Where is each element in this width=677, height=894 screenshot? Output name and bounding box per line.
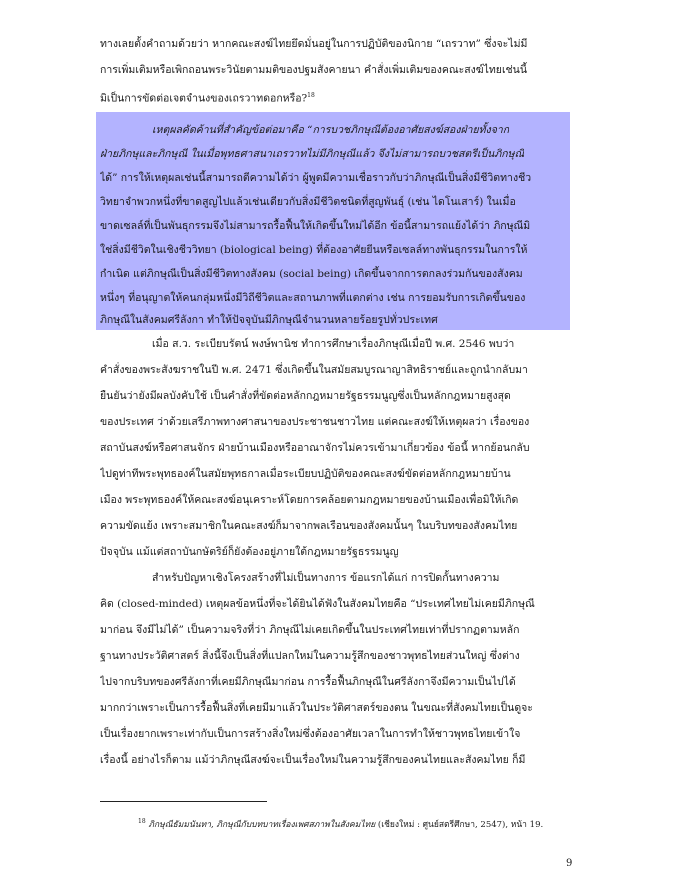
footnote xyxy=(138,816,543,831)
text-line: เป็นเรื่องยากเพราะเท่ากับเป็นการสร้างสิ่งใหม่ซึ่งต้องอาศัยเวลาในการทำให้ชาวพุทธไทยเข้าใจ xyxy=(100,728,521,740)
text-line: สำหรับปัญหาเชิงโครงสร้างที่ไม่เป็นทางการ ข้อแรกได้แก่ การปิดกั้นทางความ xyxy=(152,572,500,584)
text-line: คำสั่งของพระสังฆราชในปี พ.ศ. 2471 ซึ่งเกิดขึ้นในสมัยสมบูรณาญาสิทธิราชย์และถูกนำกลับมา xyxy=(100,364,528,376)
text-line: ขาดเซลล์ที่เป็นพันธุกรรมจึงไม่สามารถรื้อฟื้นให้เกิดขึ้นใหม่ได้อีก ข้อนี้สามารถแย้งได้ว่า ภิกษุณีมิ xyxy=(100,220,531,232)
text-line: กำเนิด แต่ภิกษุณีเป็นสิ่งมีชีวิตทางสังคม (social being) เกิดขึ้นจากการตกลงร่วมกันของสังคม xyxy=(100,268,523,280)
text-line: ยืนยันว่ายังมีผลบังคับใช้ เป็นคำสั่งที่ขัดต่อหลักกฎหมายรัฐธรรมนูญซึ่งเป็นหลักกฎหมายสูงสุด xyxy=(100,390,511,402)
text-line: เรื่องนี้ อย่างไรก็ตาม แม้ว่าภิกษุณีสงฆ์จะเป็นเรื่องใหม่ในความรู้สึกของคนไทยและสังคมไทย ก็มี xyxy=(100,754,526,766)
footnote-ref: 18 xyxy=(307,92,315,99)
text-line: เมื่อ ส.ว. ระเบียบรัตน์ พงษ์พานิช ทำการศึกษาเรื่องภิกษุณีเมื่อปี พ.ศ. 2546 พบว่า xyxy=(152,338,515,350)
text-line: หนึ่งๆ ที่อนุญาตให้คนกลุ่มหนึ่งมีวิถีชีวิตและสถานภาพที่แตกต่าง เช่น การยอมรับการเกิดขึ้นของ xyxy=(100,292,526,304)
text-line: มาก่อน จึงมีไม่ได้” เป็นความจริงที่ว่า ภิกษุณีไม่เคยเกิดขึ้นในประเทศไทยเท่าที่ปรากฏตามหลัก xyxy=(100,624,520,636)
text-line: ของประเทศ ว่าด้วยเสรีภาพทางศาสนาของประชาชนชาวไทย แต่คณะสงฆ์ให้เหตุผลว่า เรื่องของ xyxy=(100,416,530,428)
text-line: ภิกษุณีในสังคมศรีลังกา ทำให้ปัจจุบันมีภิกษุณีจำนวนหลายร้อยรูปทั่วประเทศ xyxy=(100,314,438,326)
text-line: ฝ่ายภิกษุและภิกษุณี ในเมื่อพุทธศาสนาเถรวาทไม่มีภิกษุณีแล้ว จึงไม่สามารถบวชสตรีเป็นภิกษุณี xyxy=(100,148,525,160)
footnote-title: ภิกษุณีกับบทบาทเรื่องเพศสภาพในสังคมไทย xyxy=(216,819,376,830)
text-line: ปัจจุบัน แม้แต่สถาบันกษัตริย์ก็ยังต้องอยู่ภายใต้กฎหมายรัฐธรรมนูญ xyxy=(100,546,399,558)
text-line: ใช่สิ่งมีชีวิตในเชิงชีววิทยา (biological being) ที่ต้องอาศัยยีนหรือเซลล์ทางพันธุกรรมในการให้ xyxy=(100,244,528,256)
text-line: เหตุผลคัดค้านที่สำคัญข้อต่อมาคือ “การบวชภิกษุณีต้องอาศัยสงฆ์สองฝ่ายทั้งจาก xyxy=(152,124,510,136)
text-line: ฐานทางประวัติศาสตร์ สิ่งนี้จึงเป็นสิ่งที่แปลกใหม่ในความรู้สึกของชาวพุทธไทยส่วนใหญ่ ซึ่งต่าง xyxy=(100,650,520,662)
text-line: สถาบันสงฆ์หรือศาสนจักร ฝ่ายบ้านเมืองหรืออาณาจักรไม่ควรเข้ามาเกี่ยวข้อง ข้อนี้ หากย้อนกลับ xyxy=(100,442,530,454)
text-line: ได้” การให้เหตุผลเช่นนี้สามารถตีความได้ว่า ผู้พูดมีความเชื่อราวกับว่าภิกษุณีเป็นสิ่งมีชีวิตทางชีว xyxy=(100,172,532,184)
footnote-number: 18 xyxy=(138,818,146,825)
text-line: วิทยาจำพวกหนึ่งที่ขาดสูญไปแล้วเช่นเดียวกับสิ่งมีชีวิตชนิดที่สูญพันธุ์ (เช่น ไดโนเสาร์) ในเมื่อ xyxy=(100,196,516,208)
text-line: ทางเลยตั้งคำถามด้วยว่า หากคณะสงฆ์ไทยยึดมั่นอยู่ในการปฏิบัติของนิกาย “เถรวาท” ซึ่งจะไม่มี xyxy=(100,38,528,50)
footnote-details: (เชียงใหม่ : ศูนย์สตรีศึกษา, 2547), หน้า 19. xyxy=(377,819,544,830)
text-line: ไปจากบริบทของศรีลังกาที่เคยมีภิกษุณีมาก่อน การรื้อฟื้นภิกษุณีในศรีลังกาจึงมีความเป็นไปได้ xyxy=(100,676,516,688)
footnote-divider xyxy=(100,801,267,802)
page-number: 9 xyxy=(566,858,573,869)
text-line: เมือง พระพุทธองค์ให้คณะสงฆ์อนุเคราะห์โดยการคล้อยตามกฎหมายของบ้านเมืองเพื่อมิให้เกิด xyxy=(100,494,519,506)
text-line: การเพิ่มเติมหรือเพิกถอนพระวินัยตามมติของปฐมสังคายนา คำสั่งเพิ่มเติมของคณะสงฆ์ไทยเช่นนี้ xyxy=(100,64,528,76)
text-line: ความขัดแย้ง เพราะสมาชิกในคณะสงฆ์ก็มาจากพลเรือนของสังคมนั้นๆ ในบริบทของสังคมไทย xyxy=(100,520,518,532)
text-line: มิเป็นการขัดต่อเจตจำนงของเถรวาทดอกหรือ?$^{18}$ xyxy=(100,92,315,104)
text-line: มากกว่าเพราะเป็นการรื้อฟื้นสิ่งที่เคยมีมาแล้วในประวัติศาสตร์ของตน ในขณะที่สังคมไทยเป็นดูจะ xyxy=(100,702,533,714)
text-line: ไปดูท่าทีพระพุทธองค์ในสมัยพุทธกาลเมื่อระเบียบปฏิบัติของคณะสงฆ์ขัดต่อหลักกฎหมายบ้าน xyxy=(100,468,511,480)
footnote-author: ภิกษุณีธัมมนันทา, xyxy=(148,819,214,830)
text-line: คิด (closed-minded) เหตุผลข้อหนึ่งที่จะได้ยินได้ฟังในสังคมไทยคือ “ประเทศไทยไม่เคยมีภิกษุณี xyxy=(100,598,535,610)
